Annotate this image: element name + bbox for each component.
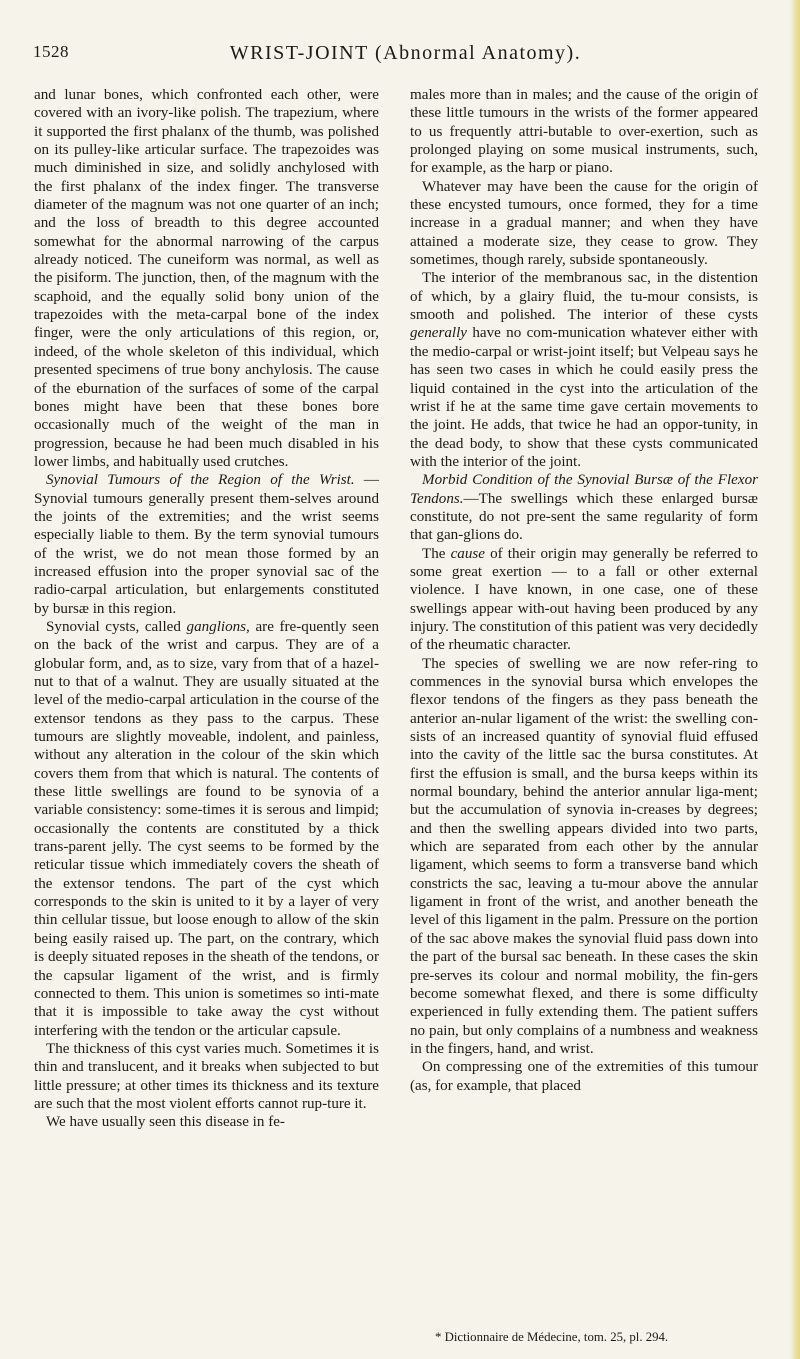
left-column	[34, 86, 379, 1132]
running-title: WRIST-JOINT (Abnormal Anatomy).	[229, 42, 582, 64]
paragraph: We have usually seen this disease in fe-	[46, 1114, 285, 1131]
paragraph: Morbid Condition of the Synovial Bursæ of the Flexor Tendons.—The swellings which these enlarged bursæ constitute, do not pre-sent the same regularity of form that gan-glions do.	[410, 472, 758, 544]
paragraph: and lunar bones, which confronted each other, were covered with an ivory-like polish. The trapezium, where it supported the first phalanx of the thumb, was polished on its pulley-like articular surface. The trapezoides was much diminished in size, and solidly anchylosed with the first phalanx of the index finger. The transverse diameter of the magnum was not one quarter of an inch; and the loss of breadth to this degree accounted somewhat for the abnormal narrowing of the carpus already noticed. The cuneiform was normal, as well as the pisiform. The junction, then, of the magnum with the scaphoid, and the equally solid bony union of the trapezoides with the meta-carpal bone of the index finger, were the only articulations of this region, or, indeed, of the whole skeleton of this individual, which presented specimens of true bony anchylosis. The cause of the eburnation of the surfaces of some of the carpal bones might have been that these bones bore occasionally much of the weight of the man in progression, because he had been much disabled in his lower limbs, and habitually used crutches.	[34, 87, 379, 470]
page-number: 1528	[33, 42, 69, 61]
paragraph: The thickness of this cyst varies much. Sometimes it is thin and translucent, and it breaks when subjected to but little pressure; at other times its thickness and its texture are such that the most violent efforts cannot rup-ture it.	[34, 1040, 379, 1112]
paragraph: males more than in males; and the cause of the origin of these little tumours in the wrists of the former appeared to us frequently attri-butable to over-exertion, such as prolonged playing on some musical instruments, such, for example, as the harp or piano.	[410, 87, 758, 177]
paragraph: The species of swelling we are now refer-ring to commences in the synovial bursa which envelopes the flexor tendons of the fingers as they pass beneath the anterior an-nular ligament of the wrist: the swelling con-sists of an increased quantity of synovial fluid effused into the cavity of the little sac the bursa constitutes. At first the effusion is small, and the bursa keeps within its normal boundary, behind the anterior annular liga-ment; but the accumulation of synovia in-creases by degrees; and then the swelling appears divided into two parts, which are separated from each other by the annular ligament, which seems to form a transverse band which constricts the sac, leaving a tu-mour above the annular ligament in front of the wrist, and another beneath the level of this ligament in the palm. Pressure on the portion of the sac above makes the synovial fluid pass down into the part of the bursal sac beneath. In these cases the skin pre-serves its colour and normal mobility, the fin-gers become somewhat flexed, and there is some difficulty experienced in fully extending them. The patient suffers no pain, but only complains of a numbness and weakness in the fingers, hand, and wrist.	[410, 655, 758, 1057]
running-header	[33, 42, 778, 68]
right-column	[410, 86, 758, 1095]
paragraph: The cause of their origin may generally be referred to some great exertion — to a fall or other external violence. I have known, in one case, one of these swellings appear with-out having been produced by any injury. The constitution of this patient was very decidedly of the rheumatic character.	[410, 545, 758, 654]
paragraph: Synovial cysts, called ganglions, are fre-quently seen on the back of the wrist and carpus. They are of a globular form, and, as to size, vary from that of a hazel-nut to that of a walnut. They are usually situated at the level of the medio-carpal articulation in the course of the extensor tendons as they pass to the carpus. These tumours are slightly moveable, indolent, and painless, without any alteration in the colour of the skin which covers them from that which is natural. The contents of these little swellings are found to be synovia of a variable consistency: some-times it is serous and limpid; occasionally the contents are constituted by a thick trans-parent jelly. The cyst seems to be formed by the reticular tissue which immediately covers the sheath of the extensor tendons. The part of the cyst which corresponds to the skin is united to it by a layer of very thin cellular tissue, but loose enough to allow of the skin being easily raised up. The part, on the contrary, which is deeply situated reposes in the sheath of the tendons, or the capsular ligament of the wrist, and is firmly connected to them. This union is sometimes so inti-mate that it is impossible to take away the cyst without interfering with the tendon or the articular capsule.	[34, 618, 379, 1039]
paragraph: Synovial Tumours of the Region of the Wrist. — Synovial tumours generally present them-selves around the joints of the extremities; and the wrist seems especially liable to them. By the term synovial tumours of the wrist, we do not mean those formed by an increased effusion into the proper synovial sac of the radio-carpal articulation, but enlargements constituted by bursæ in this region.	[34, 472, 379, 617]
footnote: * Dictionnaire de Médecine, tom. 25, pl. 294.	[435, 1330, 669, 1344]
section-heading: Morbid Condition of the Synovial Bursæ of the	[422, 472, 713, 489]
paragraph: The interior of the membranous sac, in the distention of which, by a glairy fluid, the tu-mour consists, is smooth and polished. The interior of these cysts generally have no com-munication whatever either with the medio-carpal or wrist-joint itself; but Velpeau says he has seen two cases in which he could easily press the liquid contained in the cyst into the articulation of the wrist if he at the same time gave certain movements to the joint. He adds, that twice he had an oppor-tunity, in the dead body, to show that these cysts communicated with the interior of the joint.	[410, 270, 758, 470]
page-edge	[790, 0, 800, 1359]
paragraph: Whatever may have been the cause for the origin of these encysted tumours, once formed, they for a time increase in a gradual manner; and when they have attained a moderate size, they cease to grow. They sometimes, though rarely, subside spontaneously.	[410, 178, 758, 269]
section-heading: Synovial Tumours of the Region of the Wrist.	[46, 472, 355, 489]
paragraph: On compressing one of the extremities of this tumour (as, for example, that placed	[410, 1059, 758, 1094]
